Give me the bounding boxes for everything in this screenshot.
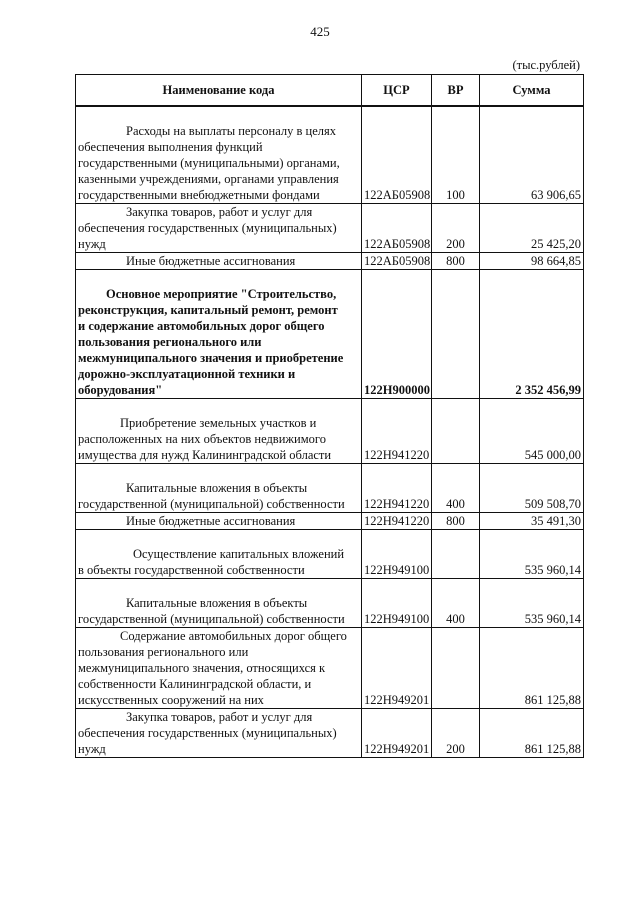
row-csr: 122АБ05908 [362, 204, 432, 253]
row-csr: 122Н949201 [362, 628, 432, 709]
header-sum: Сумма [480, 75, 584, 107]
row-name-line: обеспечения государственных (муниципальных) [78, 221, 337, 235]
row-name-line: дорожно-эксплуатационной техники и [78, 367, 296, 381]
row-name [76, 579, 362, 628]
row-name-line: Осуществление капитальных вложений [133, 547, 345, 561]
row-name-line: Капитальные вложения в объекты [126, 481, 308, 495]
page-number: 425 [310, 24, 330, 39]
row-name-line: в объекты государственной собственности [78, 563, 305, 577]
row-sum: 509 508,70 [480, 464, 584, 513]
row-vr [432, 270, 480, 399]
row-csr: 122Н941220 [362, 399, 432, 464]
row-name-line: государственными (муниципальными) органами, [78, 156, 340, 170]
header-name: Наименование кода [76, 75, 362, 107]
row-sum: 25 425,20 [480, 204, 584, 253]
row-vr [432, 628, 480, 709]
row-name-line: обеспечения выполнения функций [78, 140, 263, 154]
row-name-line: Основное мероприятие "Строительство, [106, 287, 337, 301]
row-name [76, 530, 362, 579]
row-name [76, 513, 362, 530]
row-csr: 122АБ05908 [362, 106, 432, 204]
row-sum: 535 960,14 [480, 530, 584, 579]
row-name-line: пользования регионального или [78, 335, 262, 349]
table-body [76, 106, 584, 758]
row-name [76, 204, 362, 253]
row-name [76, 270, 362, 399]
budget-table [75, 74, 584, 758]
table-row [76, 106, 584, 204]
row-name [76, 399, 362, 464]
row-vr: 400 [432, 464, 480, 513]
row-name-line: Закупка товаров, работ и услуг для [126, 205, 313, 219]
row-csr: 122Н900000 [362, 270, 432, 399]
row-sum: 545 000,00 [480, 399, 584, 464]
row-name-line: Иные бюджетные ассигнования [126, 254, 296, 268]
row-vr: 200 [432, 709, 480, 758]
row-name-line: нужд [78, 237, 106, 251]
header-vr: ВР [432, 75, 480, 107]
row-name-line: Капитальные вложения в объекты [126, 596, 308, 610]
row-name-line: расположенных на них объектов недвижимого [78, 432, 326, 446]
row-name-line: государственными внебюджетными фондами [78, 188, 320, 202]
row-name [76, 253, 362, 270]
row-name-line: Содержание автомобильных дорог общего [120, 629, 347, 643]
table-row [76, 579, 584, 628]
row-vr: 800 [432, 513, 480, 530]
row-name-line: искусственных сооружений на них [78, 693, 264, 707]
row-name-line: казенными учреждениями, органами управления [78, 172, 339, 186]
header-csr: ЦСР [362, 75, 432, 107]
row-name-line: Закупка товаров, работ и услуг для [126, 710, 313, 724]
row-name-line: пользования регионального или [78, 645, 249, 659]
row-name-line: межмуниципального значения, относящихся к [78, 661, 326, 675]
table-row [76, 270, 584, 399]
row-sum: 63 906,65 [480, 106, 584, 204]
row-vr: 100 [432, 106, 480, 204]
row-name-line: нужд [78, 742, 106, 756]
row-csr: 122Н949100 [362, 530, 432, 579]
row-name [76, 106, 362, 204]
row-vr: 200 [432, 204, 480, 253]
row-name [76, 464, 362, 513]
row-csr: 122Н949201 [362, 709, 432, 758]
row-sum: 35 491,30 [480, 513, 584, 530]
table-row [76, 709, 584, 758]
table-row [76, 204, 584, 253]
row-name-line: собственности Калининградской области, и [78, 677, 312, 691]
row-vr: 800 [432, 253, 480, 270]
row-name-line: государственной (муниципальной) собственности [78, 497, 345, 511]
table-row [76, 399, 584, 464]
row-name-line: Расходы на выплаты персоналу в целях [126, 124, 336, 138]
table-row [76, 530, 584, 579]
row-name-line: имущества для нужд Калининградской области [78, 448, 332, 462]
row-name-line: Иные бюджетные ассигнования [126, 514, 296, 528]
row-csr: 122Н941220 [362, 464, 432, 513]
row-sum: 861 125,88 [480, 628, 584, 709]
row-name-line: оборудования" [78, 383, 163, 397]
table-row [76, 253, 584, 270]
table-header-row [76, 75, 584, 107]
row-name-line: и содержание автомобильных дорог общего [78, 319, 325, 333]
row-vr [432, 530, 480, 579]
row-vr: 400 [432, 579, 480, 628]
row-csr: 122Н949100 [362, 579, 432, 628]
table-row [76, 513, 584, 530]
row-sum: 98 664,85 [480, 253, 584, 270]
row-name-line: обеспечения государственных (муниципальных) [78, 726, 337, 740]
row-sum: 861 125,88 [480, 709, 584, 758]
row-csr: 122АБ05908 [362, 253, 432, 270]
row-csr: 122Н941220 [362, 513, 432, 530]
table-row [76, 628, 584, 709]
table-row [76, 464, 584, 513]
row-sum: 2 352 456,99 [480, 270, 584, 399]
row-name-line: реконструкция, капитальный ремонт, ремонт [78, 303, 338, 317]
row-name [76, 709, 362, 758]
row-name-line: государственной (муниципальной) собственности [78, 612, 345, 626]
row-name [76, 628, 362, 709]
row-name-line: межмуниципального значения и приобретение [78, 351, 344, 365]
row-sum: 535 960,14 [480, 579, 584, 628]
unit-note: (тыс.рублей) [512, 58, 580, 72]
row-vr [432, 399, 480, 464]
row-name-line: Приобретение земельных участков и [120, 416, 317, 430]
